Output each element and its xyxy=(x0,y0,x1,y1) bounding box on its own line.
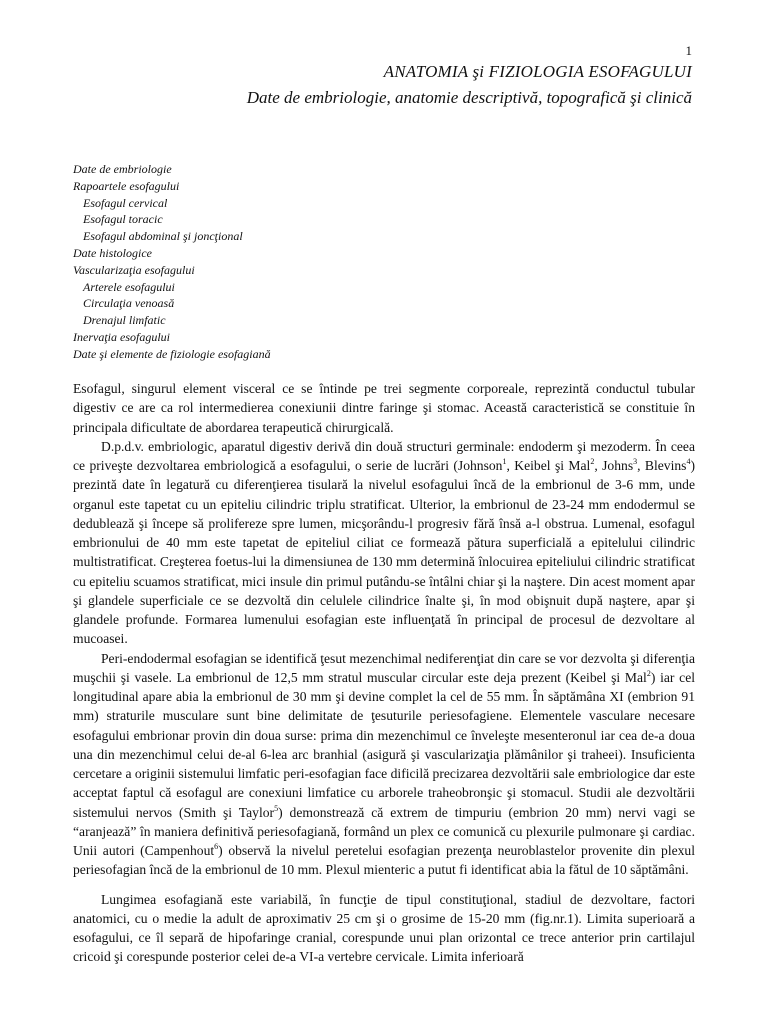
toc-item: Drenajul limfatic xyxy=(83,313,166,328)
toc-item: Esofagul cervical xyxy=(83,195,168,210)
text-run: , Keibel şi Mal xyxy=(506,458,591,473)
toc-item: Arterele esofagului xyxy=(83,279,175,294)
body-text xyxy=(73,379,695,967)
text-run: ) iar cel longitudinal apare abia la embrionul de 30 mm şi devine complet la cel de 55 mm. În săptămâna XI (embrion 91 mm) straturile musculare sunt bine delimitate de ţesuturile periesofagiene. Elementele vasculare necesare esofagului embrionar provin din doua surse: prima din mezenchimul ce înveleşte mesenteronul iar cea de-a doua una din mezenchimul celui de-al 6-lea arc branhial (asigură şi vascularizaţia plămânilor şi traheei). Insuficienta cercetare a originii sistemului limfatic peri-esofagian face dificilă precizarea dezvoltării sale embriologice dar este acceptat faptul că esofagul are conexiuni limfatice cu arborele traheobronşic şi stomacul. Studii ale dezvoltării sistemului nervos (Smith şi Taylor xyxy=(73,669,695,820)
reference-superscript: 1 xyxy=(502,457,507,466)
reference-superscript: 2 xyxy=(590,457,595,466)
paragraph xyxy=(73,437,695,649)
reference-superscript: 4 xyxy=(686,457,691,466)
text-run: D.p.d.v. embriologic, aparatul digestiv derivă din două structuri germinale: endoderm şi mezoderm. În ceea ce priveşte dezvoltarea embriologică a esofagului, o serie de lucrări (Johnson xyxy=(73,438,695,473)
page-number: 1 xyxy=(685,43,692,58)
toc-item: Circulaţia venoasă xyxy=(83,296,175,311)
reference-superscript: 5 xyxy=(274,803,279,813)
text-run: , Blevins xyxy=(637,458,687,473)
toc-item: Esofagul abdominal şi joncţional xyxy=(83,229,243,244)
text-run: Lungimea esofagiană este variabilă, în funcţie de tipul constituţional, stadiul de dezvoltare, factori anatomici, cu o medie la adult de aproximativ 25 cm şi o grosime de 15-20 mm (fig.nr.1). Limita superioară a esofagului, ce îl separă de hipofaringe cranial, corespunde unui plan orizontal ce trece anterior prin cartilajul cricoid şi corespunde posterior celei de-a VI-a vertebre cervicale. Limita inferioară xyxy=(73,891,695,965)
reference-superscript: 2 xyxy=(646,668,651,678)
document-subtitle: Date de embriologie, anatomie descriptivă, topografică şi clinică xyxy=(246,88,692,107)
text-run: ) prezintă date în legatură cu diferenţierea tisulară la nivelul esofagului încă de la embrionul de 3-6 mm, unde organul este tapetat cu un epiteliu cilindric triplu stratificat. Ulterior, la embrionul de 23-24 mm endodermul se dedublează şi începe să prolifereze spre lumen, micşorându-l progresiv fără însă a-l obstrua. Lumenal, esofagul embrionului de 40 mm este tapetat de epiteliul ciliat ce formează pătura superficială a epitelului cilindric multistratificat. Creşterea foetus-lui la dimensiunea de 130 mm determină înlocuirea epiteliului cilindric stratificat cu epiteliu scuamos stratificat, mici insule din primul putându-se întâlni chiar şi la naştere. Din acest moment apar şi glandele superficiale ce se dezvoltă din celulele cilindrice înalte şi, în mod obişnuit după naştere, apar şi glandele profunde. Formarea lumenului esofagian este influenţată în principal de procesul de dezvoltare al mucoasei. xyxy=(73,458,695,647)
text-run: Peri-endodermal esofagian se identifică ţesut mezenchimal nediferenţiat din care se vor dezvolta şi diferenţia muşchii şi vasele. La embrionul de 12,5 mm stratul muscular circular este deja prezent (Keibel şi Mal xyxy=(73,650,695,685)
text-run: ) demonstrează că extrem de timpuriu (embrion 20 mm) nervi vagi se “aranjează” în maniera definitivă periesofagiană, formând un plex ce comunică cu plexurile pulmonare şi cardiac. Unii autori (Campenhout xyxy=(73,804,695,858)
paragraph xyxy=(73,379,695,437)
toc-item: Rapoartele esofagului xyxy=(73,178,180,193)
toc-item: Date de embriologie xyxy=(73,162,172,176)
text-run: ) observă la nivelul peretelui esofagian prezenţa neuroblastelor provenite din plexul periesofagian încă de la embrionul de 10 mm. Plexul mienteric a putut fi identificat abia la fătul de 10 săptămâni. xyxy=(73,843,696,878)
toc-item: Esofagul toracic xyxy=(83,212,163,227)
toc-item: Date şi elemente de fiziologie esofagiană xyxy=(73,346,271,361)
paragraph xyxy=(73,890,695,967)
paragraph xyxy=(73,649,695,880)
text-run: Esofagul, singurul element visceral ce se întinde pe trei segmente corporeale, reprezintă conductul tubular digestiv ce are ca rol intermedierea conexiunii dintre faringe şi stomac. Această caracteristică se constituie în principala dificultate de abordarea terapeutică chirurgicală. xyxy=(73,381,695,435)
toc-item: Date histologice xyxy=(73,245,152,260)
reference-superscript: 3 xyxy=(633,457,638,466)
document-title: ANATOMIA şi FIZIOLOGIA ESOFAGULUI xyxy=(383,62,692,81)
toc-item: Inervaţia esofagului xyxy=(73,329,170,344)
table-of-contents xyxy=(73,161,271,363)
text-run: , Johns xyxy=(594,458,634,473)
toc-item: Vascularizaţia esofagului xyxy=(73,262,195,277)
reference-superscript: 6 xyxy=(214,842,219,851)
